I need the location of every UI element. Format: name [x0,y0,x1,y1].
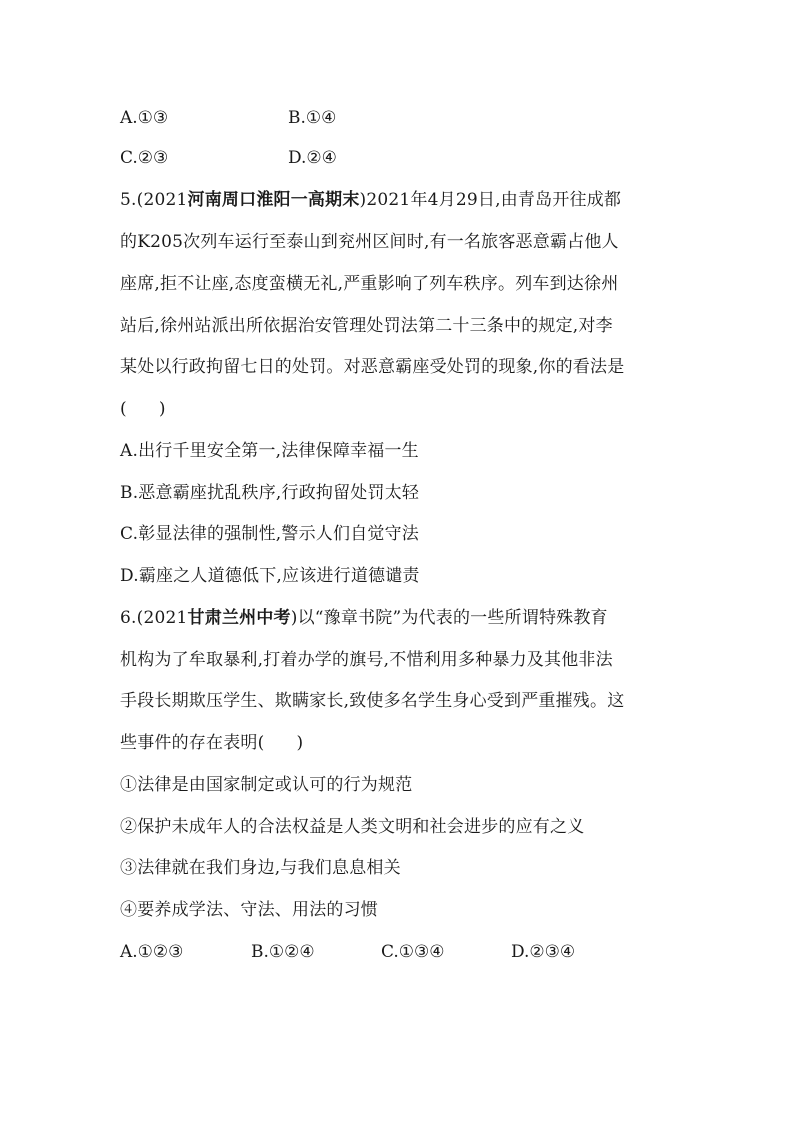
q5-option-a[interactable]: A.出行千里安全第一,法律保障幸福一生 [120,441,419,461]
q6-stem-line-3: 手段长期欺压学生、欺瞒家长,致使多名学生身心受到严重摧残。这 [120,691,625,711]
q5-stem-line-3: 座席,拒不让座,态度蛮横无礼,严重影响了列车秩序。列车到达徐州 [120,274,619,294]
q5-source-name: 河南周口淮阳一高期末 [187,190,360,210]
q5-stem-line-4: 站后,徐州站派出所依据治安管理处罚法第二十三条中的规定,对李 [120,316,613,336]
q6-stem-line-2: 机构为了牟取暴利,打着办学的旗号,不惜利用多种暴力及其他非法 [120,650,613,670]
q6-statement-1: ①法律是由国家制定或认可的行为规范 [120,775,413,795]
q5-option-d[interactable]: D.霸座之人道德低下,应该进行道德谴责 [120,566,420,586]
q6-stem-line-4 [120,733,303,753]
q6-source-name: 甘肃兰州中考 [187,608,291,628]
q5-number: 5. [120,190,137,210]
q5-answer-blank [120,399,166,419]
q6-statement-2: ②保护未成年人的合法权益是人类文明和社会进步的应有之义 [120,817,585,837]
q6-option-a[interactable]: A.①②③ [120,942,184,962]
q5-stem-line-5: 某处以行政拘留七日的处罚。对恶意霸座受处罚的现象,你的看法是 [120,357,625,377]
q6-stem-line-1 [120,608,608,628]
q6-number: 6. [120,608,137,628]
q6-stem-text-4: 些事件的存在表明( [120,733,265,753]
q4-option-d[interactable]: D.②④ [288,148,337,168]
q5-stem-line-2: 的K205次列车运行至泰山到兖州区间时,有一名旅客恶意霸占他人 [120,232,619,252]
q6-statement-4: ④要养成学法、守法、用法的习惯 [120,900,378,920]
q5-option-c[interactable]: C.彰显法律的强制性,警示人们自觉守法 [120,524,420,544]
q6-source-open: (2021 [136,608,188,628]
q5-source-close: ) [359,190,367,210]
q4-option-c[interactable]: C.②③ [120,148,169,168]
q5-option-b[interactable]: B.恶意霸座扰乱秩序,行政拘留处罚太轻 [120,483,420,503]
q4-option-b[interactable]: B.①④ [288,108,337,128]
q6-option-c[interactable]: C.①③④ [381,942,445,962]
q6-statement-3: ③法律就在我们身边,与我们息息相关 [120,858,401,878]
q6-stem-text-1: 以“豫章书院”为代表的一些所谓特殊教育 [297,608,608,628]
q6-option-b[interactable]: B.①②④ [251,942,315,962]
q4-option-a[interactable]: A.①③ [120,108,169,128]
q6-option-d[interactable]: D.②③④ [511,942,576,962]
q5-stem-text-1: 2021年4月29日,由青岛开往成都 [366,190,622,210]
q5-source-open: (2021 [136,190,188,210]
q6-paren-close: ) [296,733,304,753]
q5-paren-open: ( [120,399,127,419]
q5-paren-close: ) [158,399,166,419]
q5-stem-line-1 [120,190,621,210]
q6-source-close: ) [290,608,298,628]
